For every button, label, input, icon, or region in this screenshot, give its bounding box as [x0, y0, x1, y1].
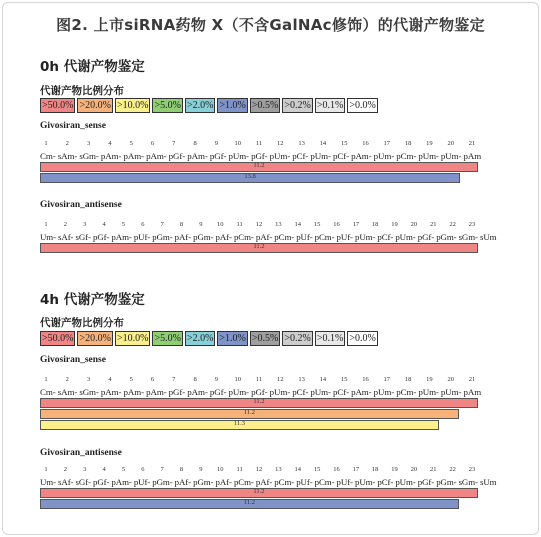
strand-title-4h-antisense: Givosiran_antisense	[40, 448, 122, 458]
position-number: 10	[217, 221, 224, 228]
position-number: 16	[362, 140, 369, 147]
metabolite-bar-label: 13.8	[244, 173, 256, 180]
metabolite-bar	[40, 488, 478, 498]
metabolite-bar-label: 11.2	[243, 409, 256, 416]
strand-block-0h-antisense	[40, 221, 497, 254]
position-number: 9	[214, 140, 219, 147]
position-number: 17	[383, 376, 391, 383]
position-numbers	[40, 221, 478, 231]
strand-block-4h-sense	[40, 376, 482, 431]
position-number: 22	[449, 466, 456, 473]
legend-item: >10.0%	[116, 100, 149, 111]
position-number: 5	[129, 140, 133, 147]
position-number: 10	[234, 140, 241, 147]
strand-block-4h-antisense	[40, 466, 497, 510]
position-number: 13	[298, 376, 305, 383]
legend-title-0h: 代谢产物比例分布	[40, 85, 124, 97]
legend-item: >50.0%	[42, 333, 74, 344]
legend-item: >50.0%	[42, 100, 74, 111]
figure-title: 图2. 上市siRNA药物 X（不含GalNAc修饰）的代谢产物鉴定	[56, 16, 485, 34]
position-number: 19	[391, 221, 398, 228]
position-number: 8	[193, 376, 197, 383]
position-number: 12	[277, 140, 284, 147]
position-number: 15	[313, 221, 321, 228]
position-number: 21	[468, 376, 476, 383]
position-number: 9	[214, 376, 219, 383]
position-number: 14	[294, 221, 301, 228]
sequence-text: Cm- sAm- sGm- pAm- pAm- pAm- pGf- pAm- pGf- pUm- pGf- pUm- pCf- pUm- pCf- pAm- pUm- pCm- pUm- pUm- pAm	[40, 387, 482, 397]
legend-item: >0.0%	[349, 100, 376, 111]
position-number: 14	[294, 466, 301, 473]
position-number: 15	[340, 376, 348, 383]
position-number: 6	[141, 221, 145, 228]
legend-item: >0.1%	[316, 333, 344, 344]
position-number: 12	[255, 466, 263, 473]
legend-item: >0.5%	[251, 333, 279, 344]
strand-block-0h-sense	[40, 140, 482, 184]
position-number: 2	[63, 221, 67, 228]
position-number: 12	[255, 221, 263, 228]
legend-item: >0.5%	[251, 100, 279, 111]
metabolite-bar-label: 11.2	[253, 488, 265, 495]
strand-title-0h-sense: Givosiran_sense	[40, 121, 106, 131]
position-number: 18	[371, 221, 379, 228]
position-number: 11	[255, 376, 263, 383]
position-number: 3	[86, 140, 91, 147]
position-number: 19	[426, 376, 433, 383]
position-number: 3	[83, 221, 87, 228]
position-number: 23	[468, 466, 476, 473]
position-number: 11	[255, 140, 263, 147]
position-number: 4	[108, 376, 112, 383]
metabolite-bar-label: 11.2	[253, 162, 265, 169]
sequence-text: Um- sAf- sGf- pGf- pAm- pUf- pGm- pAf- pGm- pAf- pCm- pAf- pCm- pUf- pCm- pUf- pUm- pCf- pUm- pGf- pGm- sGm- sUm	[40, 477, 497, 487]
position-number: 13	[275, 221, 282, 228]
metabolite-bar	[40, 409, 459, 419]
metabolite-bar-label: 11.3	[233, 420, 246, 427]
position-number: 3	[86, 376, 91, 383]
position-number: 13	[275, 466, 282, 473]
position-number: 18	[404, 376, 412, 383]
position-number: 21	[468, 140, 476, 147]
position-number: 6	[150, 140, 155, 147]
position-number: 18	[371, 466, 379, 473]
position-number: 19	[426, 140, 433, 147]
position-number: 17	[352, 221, 360, 228]
position-number: 4	[108, 140, 112, 147]
position-number: 14	[319, 140, 327, 147]
position-number: 16	[333, 466, 340, 473]
position-number: 10	[234, 376, 241, 383]
legend-item: >0.0%	[349, 333, 376, 344]
position-number: 20	[447, 376, 454, 383]
metabolite-bar-label: 11.2	[253, 398, 265, 405]
legend-item: >2.0%	[186, 100, 214, 111]
position-number: 20	[447, 140, 454, 147]
metabolite-bar	[40, 420, 439, 430]
position-number: 5	[129, 376, 133, 383]
legend-item: >1.0%	[219, 100, 246, 111]
metabolite-bar-label: 11.2	[253, 243, 265, 250]
legend-title-4h: 代谢产物比例分布	[40, 317, 124, 329]
position-number: 5	[121, 466, 126, 473]
position-numbers	[40, 140, 478, 150]
position-number: 11	[236, 221, 243, 228]
legend-4h	[40, 331, 380, 346]
position-number: 16	[333, 221, 340, 228]
position-number: 1	[44, 140, 48, 147]
position-number: 19	[391, 466, 398, 473]
position-number: 22	[449, 221, 456, 228]
position-numbers	[40, 376, 478, 386]
position-number: 11	[236, 466, 243, 473]
strand-title-4h-sense: Givosiran_sense	[40, 355, 106, 365]
position-number: 2	[65, 140, 69, 147]
position-number: 2	[63, 466, 67, 473]
position-number: 7	[160, 221, 164, 228]
position-number: 8	[179, 466, 184, 473]
position-number: 7	[172, 140, 176, 147]
position-number: 13	[298, 140, 305, 147]
legend-item: >0.2%	[284, 333, 311, 344]
legend-0h	[40, 98, 380, 113]
position-number: 17	[383, 140, 391, 147]
legend-item: >5.0%	[154, 100, 181, 111]
position-number: 21	[430, 221, 437, 228]
strand-title-0h-antisense: Givosiran_antisense	[40, 200, 122, 210]
position-number: 8	[179, 221, 184, 228]
metabolite-bar	[40, 243, 478, 253]
position-number: 17	[352, 466, 360, 473]
section-heading-0h: 0h 代谢产物鉴定	[40, 59, 145, 75]
position-number: 9	[199, 221, 203, 228]
position-number: 4	[102, 466, 106, 473]
position-number: 15	[340, 140, 348, 147]
legend-item: >20.0%	[79, 100, 111, 111]
position-number: 2	[65, 376, 69, 383]
position-number: 12	[277, 376, 284, 383]
position-number: 1	[44, 221, 48, 228]
position-number: 7	[172, 376, 176, 383]
metabolite-bar	[40, 398, 478, 408]
metabolite-bar-label: 11.2	[243, 499, 256, 506]
position-number: 15	[313, 466, 321, 473]
legend-item: >0.1%	[316, 100, 344, 111]
position-number: 6	[150, 376, 155, 383]
position-number: 18	[404, 140, 412, 147]
sequence-text: Um- sAf- sGf- pGf- pAm- pUf- pGm- pAf- pGm- pAf- pCm- pAf- pCm- pUf- pCm- pUf- pUm- pCf- pUm- pGf- pGm- sGm- sUm	[40, 232, 497, 242]
position-number: 21	[430, 466, 437, 473]
position-number: 20	[410, 466, 418, 473]
section-heading-4h: 4h 代谢产物鉴定	[40, 292, 145, 308]
position-number: 3	[83, 466, 87, 473]
position-number: 6	[141, 466, 145, 473]
legend-item: >10.0%	[116, 333, 149, 344]
position-numbers	[40, 466, 478, 476]
position-number: 9	[199, 466, 203, 473]
position-number: 23	[468, 221, 476, 228]
metabolite-bar	[40, 499, 459, 509]
position-number: 1	[44, 376, 48, 383]
legend-item: >0.2%	[284, 100, 311, 111]
metabolite-bar	[40, 173, 460, 183]
position-number: 16	[362, 376, 369, 383]
position-number: 4	[102, 221, 106, 228]
sequence-text: Cm- sAm- sGm- pAm- pAm- pAm- pGf- pAm- pGf- pUm- pGf- pUm- pCf- pUm- pCf- pAm- pUm- pCm- pUm- pUm- pAm	[40, 151, 482, 161]
metabolite-bar	[40, 162, 478, 172]
legend-item: >20.0%	[79, 333, 111, 344]
position-number: 10	[217, 466, 224, 473]
legend-item: >2.0%	[186, 333, 214, 344]
position-number: 5	[121, 221, 126, 228]
position-number: 8	[193, 140, 197, 147]
position-number: 14	[319, 376, 327, 383]
position-number: 7	[160, 466, 164, 473]
legend-item: >1.0%	[219, 333, 246, 344]
position-number: 20	[410, 221, 418, 228]
legend-item: >5.0%	[154, 333, 181, 344]
position-number: 1	[44, 466, 48, 473]
